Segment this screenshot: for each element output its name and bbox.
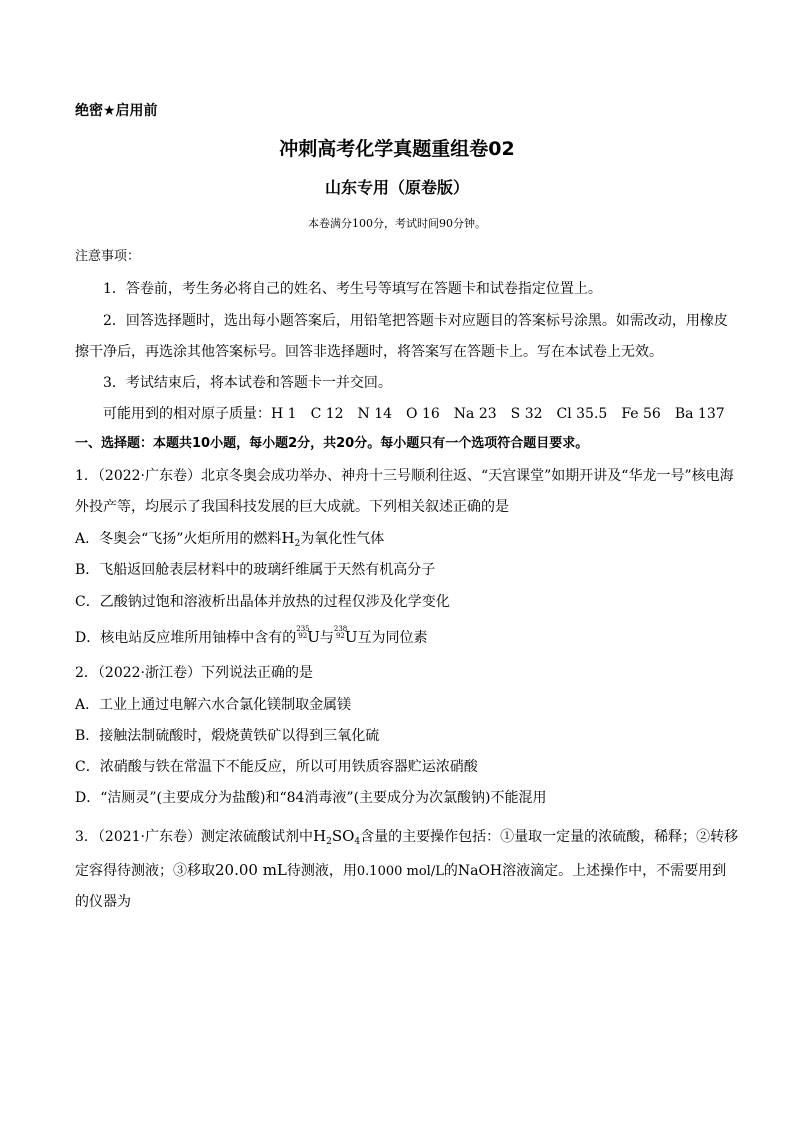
exam-title: 冲刺高考化学真题重组卷02 xyxy=(279,138,515,160)
option-a-text: A．冬奥会“飞扬”火炬所用的燃料 xyxy=(75,531,282,547)
question-2-option-a: A．工业上通过电解六水合氯化镁制取金属镁 xyxy=(75,697,352,713)
confidential-mark: 绝密★启用前 xyxy=(75,103,158,119)
nuclide-u238-numbers: 238 92 xyxy=(333,625,348,640)
section-heading: 一、选择题：本题共10小题，每小题2分，共20分。每小题只有一个选项符合题目要求。 xyxy=(75,436,589,451)
question-3-stem-line2: 定容得待测液；③移取20.00 mL待测液，用0.1000 mol/L的NaOH溶液滴定。上述操作中，不需要用到 xyxy=(75,861,727,879)
question-1-option-c: C．乙酸钠过饱和溶液析出晶体并放热的过程仅涉及化学变化 xyxy=(75,594,450,610)
option-a-text-end: 为氧化性气体 xyxy=(300,531,385,547)
exam-subtitle: 山东专用（原卷版） xyxy=(324,178,469,197)
question-3-stem-line1: 3．（2021·广东卷）测定浓硫酸试剂中$H_2SO_4$含量的主要操作包括：①量取一定量的浓硫酸，稀释；②转移 xyxy=(75,827,739,847)
concentration-value: 0.1000 mol/L xyxy=(356,864,444,879)
question-2-option-b: B．接触法制硫酸时，煅烧黄铁矿以得到三氧化硫 xyxy=(75,728,380,744)
question-1-option-d: D．核电站反应堆所用铀棒中含有的 235 92 U与 238 92 U互为同位素 xyxy=(75,625,428,646)
question-3-stem-line3: 的仪器为 xyxy=(75,894,131,910)
volume-value: 20.00 mL xyxy=(215,861,287,879)
option-d-text: D．核电站反应堆所用铀棒中含有的 xyxy=(75,630,297,646)
nuclide-u235-numbers: 235 92 xyxy=(296,625,310,640)
question-1-option-b: B．飞船返回舱表层材料中的玻璃纤维属于天然有机高分子 xyxy=(75,562,436,578)
question-2-option-d: D．“洁厕灵”(主要成分为盐酸)和“84消毒液”(主要成分为次氯酸钠)不能混用 xyxy=(75,790,547,806)
question-1-stem-line1: 1．（2022·广东卷）北京冬奥会成功举办、神舟十三号顺利往返、“天宫课堂”如期开讲及“华龙一号”核电海 xyxy=(75,468,734,484)
formula-h2: $H_2$ xyxy=(281,529,301,549)
question-2-stem: 2．（2022·浙江卷）下列说法正确的是 xyxy=(75,665,313,681)
question-1-option-a xyxy=(75,528,384,554)
formula-h2so4: $H_2SO_4$ xyxy=(313,827,361,847)
notice-item-3: 3．考试结束后，将本试卷和答题卡一并交回。 xyxy=(103,375,392,391)
atomic-masses: 可能用到的相对原子质量：H 1 C 12 N 14 O 16 Na 23 S 32 Cl 35.5 Fe 56 Ba 137 xyxy=(103,406,725,422)
question-2-option-c: C．浓硝酸与铁在常温下不能反应，所以可用铁质容器贮运浓硝酸 xyxy=(75,759,478,775)
nuclide-u235-symbol: U xyxy=(307,628,320,646)
notice-heading: 注意事项： xyxy=(75,249,141,264)
question-1-stem-line2: 外投产等，均展示了我国科技发展的巨大成就。下列相关叙述正确的是 xyxy=(75,499,509,515)
notice-item-2-cont: 擦干净后，再选涂其他答案标号。回答非选择题时，将答案写在答题卡上。写在本试卷上无效。 xyxy=(75,344,663,360)
nuclide-u238-symbol: U xyxy=(344,628,358,646)
notice-item-2: 2．回答选择题时，选出每小题答案后，用铅笔把答题卡对应题目的答案标号涂黑。如需改动，用橡皮 xyxy=(103,313,728,329)
score-time-line: 本卷满分100分，考试时间90分钟。 xyxy=(308,217,486,230)
notice-item-1: 1．答卷前，考生务必将自己的姓名、考生号等填写在答题卡和试卷指定位置上。 xyxy=(103,281,602,297)
option-d-text-end: 互为同位素 xyxy=(357,630,428,646)
